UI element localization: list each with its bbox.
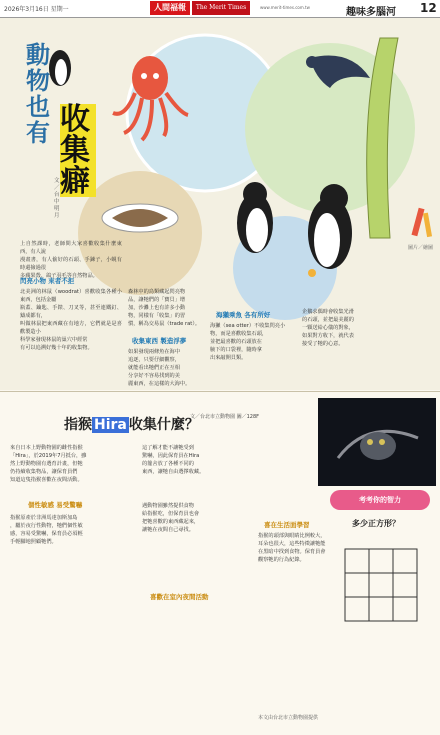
puzzle-question: 多少正方形？ bbox=[352, 519, 400, 528]
page-number: 12 bbox=[420, 1, 437, 15]
puzzle-grid bbox=[344, 548, 418, 622]
penguin-left-drawing bbox=[237, 182, 273, 253]
bottom-title: 指猴 Hira 收集什麼？ bbox=[64, 417, 199, 433]
paragraph-otter: 海獺（sea otter）不收集閃亮小 物，而是喜歡收集石頭， 並把最喜歡的石頭放在 腋下的口袋裡，隨時拿 出來敲開貝類。 bbox=[210, 323, 286, 361]
illustration-credit: 圖片／繪圖 bbox=[408, 245, 434, 251]
section-heading-dreams: 收集東西 製造浮夢 bbox=[132, 337, 187, 345]
newspaper-logo: 人間福報 bbox=[150, 1, 190, 15]
paragraph-hira-habits: 這了解才能不讓牠受到 驚嚇，因此保育員在Hira 的籠舍放了各種不同的 東西，讓牠自由選擇收藏。 bbox=[142, 445, 205, 475]
top-article bbox=[0, 18, 440, 390]
subheading-night: 喜歡在室內夜間活動 bbox=[150, 593, 209, 601]
section-heading-otter: 海獺乘魚 各有所好 bbox=[216, 311, 271, 319]
paragraph-woodrat: 北美洲的林鼠（woodrat）喜歡收集各種小東西，包括金屬 瓶蓋、鑰匙、手錶、刀叉等，甚至連鐵釘、鑄成都有， 叫做林鼠把東西藏在有地方，它們就是是喜歡製造小 科學家發現林鼠的巢穴中經常 有可以追溯好幾十年的收集物。 bbox=[20, 289, 122, 351]
paragraph-hira-intro: 來自日本上野動物園的雌性指猴 「Hira」，於2019年7月抵台，雖 然上野動物園有選育計畫，但牠 仍持續收集物品，讓保育員們 知道這隻指猴喜歡在夜間活動。 bbox=[10, 445, 87, 483]
aye-aye-photo bbox=[318, 398, 436, 486]
section-name: 趣味多腦河 bbox=[346, 7, 396, 18]
title-left: 動物也有 bbox=[26, 40, 50, 147]
paragraph-traderat: 森林中的鳥類藏起閃亮物 品，讓牠們的「寶貝」增 加，沙灘上也有許多小動 物，同樣有「收集」的習 慣，稱為交易鼠（trade rat）。 bbox=[128, 289, 201, 327]
intro-paragraph: 上自然課時，老師問大家喜歡收集什麼東西，有人說 漫畫書，有人偷好的石頭、手鍊子，小蜆有時還撿過很 多蘋果殼、鴿子羽毛等自然物品。 bbox=[20, 241, 122, 279]
section-heading-shiny: 閃亮小物 來者不拒 bbox=[20, 277, 75, 285]
title-highlight: Hira bbox=[94, 417, 127, 433]
paragraph-eyes: 指猴的頭部與眼睛比例較大， 耳朵也很大，這些特徵讓牠能 在黑暗中找到食物。保育員會 觀察牠的行為紀錄。 bbox=[258, 533, 326, 563]
bottom-article bbox=[0, 392, 440, 735]
paragraph-fish: 如果發現兩條魚在海中 追逐，只要仔細觀察， 就能看出牠們正在互相 分享好不容易找到的美 麗東西，在這樣的大海中。 bbox=[128, 349, 191, 387]
masthead bbox=[0, 0, 440, 18]
title-right: 收集癖 bbox=[60, 104, 96, 197]
puzzle-banner: 考考你的智力 bbox=[330, 490, 430, 510]
byline: 文／台中 明 月 bbox=[54, 178, 60, 219]
paragraph-penguin: 企鵝求偶時會收集光滑 的石頭，並把最美麗的 一顆送給心儀的對象， 如果對方收下，就代表 接受了牠的心意。 bbox=[302, 309, 354, 347]
issue-date: 2026年3月16日 星期一 bbox=[4, 6, 69, 13]
newspaper-logo-en: The Merit Times bbox=[192, 1, 250, 15]
source-note: 本文由台北市立動物園提供 bbox=[258, 715, 319, 721]
website-url: www.merit-times.com.tw bbox=[260, 5, 310, 10]
subheading-learn: 喜在生活面學習 bbox=[264, 521, 310, 529]
bottom-byline: 文／台北市立動物園 圖／128F bbox=[190, 414, 260, 420]
paragraph-sensitive: 指猴原產於非洲馬達加斯加島 ，屬於夜行性動物，牠們個性敏 感，容易受驚嚇，保育員必須輕 手輕腳地照顧牠們。 bbox=[10, 515, 83, 545]
paragraph-zoo-feeding: 遇動物園雖然提供食物 給指猴吃，但保育員也會 把牠喜歡的東西藏起來， 讓牠在夜間自己尋找。 bbox=[142, 503, 200, 533]
subheading-sensitive: 個性敏感 易受驚嚇 bbox=[28, 501, 83, 509]
